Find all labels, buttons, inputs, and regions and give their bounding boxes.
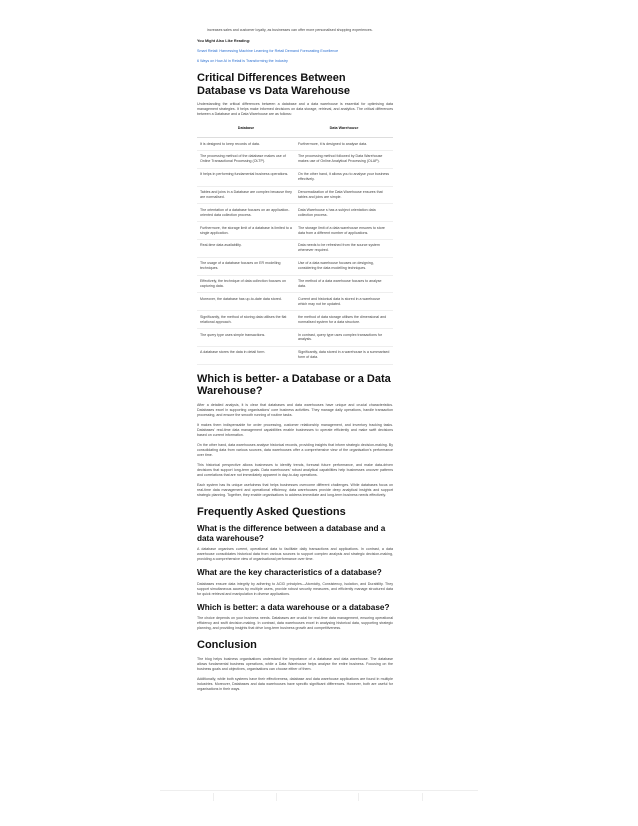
table-cell-database: Significantly, the method of storing data utilises the flat relational approach. <box>197 311 295 329</box>
faq-answer-1: A database organises current, operational data to facilitate daily transactions and applications. In contrast, a data warehouse consolidates historical data from various sources to support complex analysis and strategic decision-making, providing a comprehensive view of organisational performance over time. <box>197 547 393 562</box>
table-row <box>197 186 393 204</box>
which-better-paragraph-2: It makes them indispensable for order processing, customer relationship management, and inventory tracking tasks. Databases' real-time data management capabilities enable businesses to operate efficiently and make swift decisions based on current information. <box>197 422 393 437</box>
which-better-paragraph-3: On the other hand, data warehouses analyse historical records, providing insights that inform strategic decision-making. By consolidating data from various sources, data warehouses offer a comprehensive view of the organisation's performance over time. <box>197 442 393 457</box>
which-better-paragraph-1: After a detailed analysis, it is clear that databases and data warehouses have unique and crucial characteristics. Databases excel in supporting organisations' core business activities. They manage daily operations, handle transaction processing, and ensure the smooth running of routine tasks. <box>197 402 393 417</box>
table-cell-warehouse: Use of a data warehouse focuses on designing, considering the data modelling techniques. <box>295 257 393 275</box>
table-cell-warehouse: The method of a data warehouse focuses to analyse data. <box>295 275 393 293</box>
conclusion-paragraph-2: Additionally, while both systems have their effectiveness, database and data warehouse applications are found in multiple industries. Moreover, Databases and data warehouses have specific significant differences. However, both are useful for organisations in their ways. <box>197 676 393 691</box>
table-cell-warehouse: Data needs to be refreshed from the source system whenever required. <box>295 239 393 257</box>
footer-divider <box>276 793 277 801</box>
table-cell-warehouse: Significantly, data stored in a warehouse is a summarised form of data. <box>295 346 393 364</box>
table-cell-database: Effectively, the technique of data collection focuses on capturing data. <box>197 275 295 293</box>
faq-answer-2: Databases ensure data integrity by adhering to ACID principles—Atomicity, Consistency, Isolation, and Durability. They support simultaneous access by multiple users, provide robust security measures, and efficiently manage structured data for quick retrieval and manipulation in diverse applications. <box>197 581 393 596</box>
comparison-table <box>197 122 393 365</box>
table-row <box>197 239 393 257</box>
table-row <box>197 150 393 168</box>
faq-heading: Frequently Asked Questions <box>197 505 346 518</box>
footer-divider <box>422 793 423 801</box>
intro-tail-paragraph: increases sales and customer loyalty, as businesses can offer more personalised shopping experiences. <box>207 28 373 32</box>
table-cell-database: The orientation of a database focuses on an application-oriented data collection process. <box>197 204 295 222</box>
table-row <box>197 138 393 151</box>
table-row <box>197 311 393 329</box>
faq-question-2: What are the key characteristics of a database? <box>197 568 382 578</box>
table-cell-warehouse: the method of data storage utilises the dimensional and normalised system for a data structure. <box>295 311 393 329</box>
table-cell-warehouse: Furthermore, it is designed to analyse data. <box>295 138 393 151</box>
table-cell-warehouse: In contrast, query type uses complex transactions for analysis. <box>295 329 393 347</box>
footer-divider <box>358 793 359 801</box>
differences-intro: Understanding the critical differences between a database and a data warehouse is essential for optimising data management strategies. It helps make informed decisions on data storage, retrieval, and analytics. The critical differences between a Database and a Data Warehouse are as follows: <box>197 102 393 116</box>
faq-answer-3: The choice depends on your business needs. Databases are crucial for real-time data management, ensuring operational efficiency and swift decision-making. In contrast, data warehouses excel in analysing historical data, supporting strategic planning, and providing insights that drive long-term business growth and competitiveness. <box>197 616 393 631</box>
read-also-title: You Might Also Like Reading: <box>197 39 251 43</box>
table-row <box>197 204 393 222</box>
table-row <box>197 329 393 347</box>
table-cell-database: Tables and joins in a Database are complex because they are normalised. <box>197 186 295 204</box>
table-cell-database: The query type uses simple transactions. <box>197 329 295 347</box>
table-cell-warehouse: Data Warehouse s has a subject orientation data collection process. <box>295 204 393 222</box>
table-row <box>197 275 393 293</box>
footer-divider-bar <box>160 790 478 805</box>
table-header-database: Database <box>197 122 295 138</box>
table-header-row <box>197 122 393 138</box>
table-cell-database: It helps in performing fundamental business operations. <box>197 168 295 186</box>
table-row <box>197 168 393 186</box>
read-also-link-1[interactable]: Smart Retail: Harnessing Machine Learning for Retail Demand Forecasting Excellence <box>197 49 339 53</box>
conclusion-paragraph-1: The blog helps business organisations understand the importance of a database and data warehouse. The database allows fundamental business operations, while a Data Warehouse helps analyse the entire business. Focusing on the business goals and objectives, organisations can choose either of them. <box>197 656 393 671</box>
table-cell-warehouse: On the other hand, it allows you to analyse your business effectively. <box>295 168 393 186</box>
differences-heading: Critical Differences Between Database vs Data Warehouse <box>197 72 351 97</box>
table-row <box>197 257 393 275</box>
table-cell-warehouse: The storage limit of a data warehouse ensures to store data from a different number of applications. <box>295 222 393 240</box>
table-cell-database: A database stores the data in detail form. <box>197 346 295 364</box>
footer-divider <box>213 793 214 801</box>
table-cell-warehouse: Current and historical data is stored in a warehouse which may not be updated. <box>295 293 393 311</box>
table-cell-database: Furthermore, the storage limit of a database is limited to a single application. <box>197 222 295 240</box>
table-header-warehouse: Data Warehouse <box>295 122 393 138</box>
article-body <box>197 28 393 697</box>
table-cell-database: The processing method of the database makes use of Online Transactional Processing (OLTP). <box>197 150 295 168</box>
table-row <box>197 346 393 364</box>
which-better-heading: Which is better- a Database or a Data Warehouse? <box>197 372 391 398</box>
table-cell-warehouse: The processing method followed by Data Warehouse makes use of Online Analytical Processing (OLAP). <box>295 150 393 168</box>
table-cell-database: Real-time data availability. <box>197 239 295 257</box>
table-row <box>197 293 393 311</box>
read-also-link-2[interactable]: 6 Ways on How AI in Retail is Transforming the Industry <box>197 59 288 63</box>
table-row <box>197 222 393 240</box>
faq-question-3: Which is better: a data warehouse or a database? <box>197 602 390 612</box>
table-cell-database: Moreover, the database has up-to-date data stored. <box>197 293 295 311</box>
table-cell-database: It is designed to keep records of data. <box>197 138 295 151</box>
table-cell-warehouse: Denormalization of the Data Warehouse ensures that tables and joins are simple. <box>295 186 393 204</box>
which-better-paragraph-5: Each system has its unique usefulness that helps businesses overcome different challenges. While databases focus on real-time data management and operational efficiency, data warehouses provide deep analytical insights and support strategic planning. Together, they enable organisations to address immediate and long-term business needs effectively. <box>197 482 393 497</box>
table-cell-database: The usage of a database focuses on ER modelling techniques. <box>197 257 295 275</box>
which-better-paragraph-4: This historical perspective allows businesses to identify trends, forecast future performance, and make data-driven decisions that support long-term goals. Data warehouses' robust analytical capabilities help businesses uncover patterns and correlations that are not immediately apparent in day-to-day operations. <box>197 462 393 477</box>
faq-question-1: What is the difference between a database and a data warehouse? <box>197 524 386 543</box>
conclusion-heading: Conclusion <box>197 639 257 652</box>
